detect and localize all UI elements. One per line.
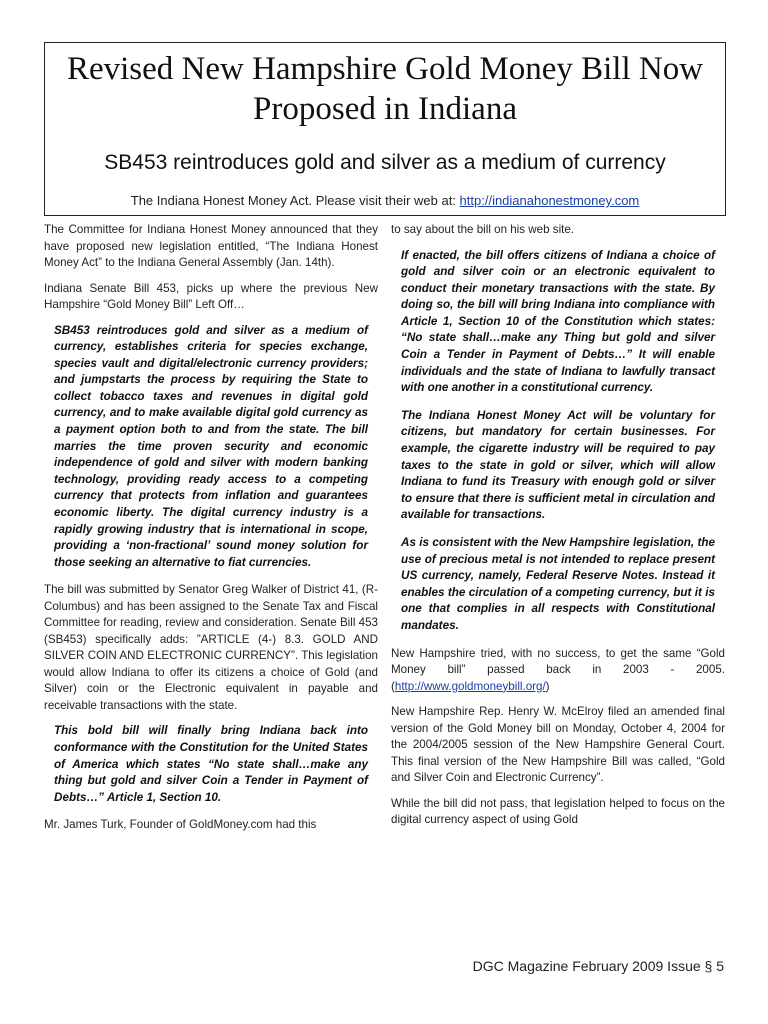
nh-text: New Hampshire tried, with no success, to get the same “Gold Money bill” passed back in 2003 - 2005. (: [391, 646, 725, 693]
turk-continuation: to say about the bill on his web site.: [391, 223, 575, 236]
header-box: [44, 42, 726, 216]
new-hampshire-paragraph: [391, 646, 725, 696]
intro-paragraph: The Committee for Indiana Honest Money announced that they have proposed new legislation entitled, “The Indiana Honest Money Act” to the Indiana General Assembly (Jan. 14th).: [44, 223, 378, 269]
indiana-honest-money-link[interactable]: http://indianahonestmoney.com: [459, 193, 640, 208]
page-footer: DGC Magazine February 2009 Issue § 5: [472, 958, 724, 974]
nh-end: ): [545, 679, 550, 693]
bill-submission-paragraph: The bill was submitted by Senator Greg Walker of District 41, (R-Columbus) and has been assigned to the Senate Tax and Fiscal Committee for reading, review and consideration. Senate Bill 453 (SB453) specifically adds: ”ARTICLE (4-) 8.3. GOLD AND SILVER COIN AND ELECTRONIC CURRENCY”. This legislation would allow Indiana to offer its citizens a choice of Gold (and Silver) coin or the Electronic equivalent in payable and receivable transactions with the state.: [44, 583, 378, 712]
mcelroy-paragraph: New Hampshire Rep. Henry W. McElroy filed an amended final version of the Gold Money bill on Monday, October 4, 2004 for the 2004/2005 session of the New Hampshire General Court. This final version of the New Hampshire Bill was called, “Gold and Silver Coin and Electronic Currency”.: [391, 705, 725, 785]
visit-line: [45, 193, 725, 208]
goldmoneybill-link[interactable]: http://www.goldmoneybill.org/: [394, 679, 546, 693]
article-title: Revised New Hampshire Gold Money Bill Now Proposed in Indiana: [66, 51, 704, 127]
did-not-pass-paragraph: While the bill did not pass, that legislation helped to focus on the digital currency aspect of using Gold: [391, 796, 725, 827]
right-column: [391, 222, 725, 838]
left-column: [44, 222, 378, 843]
consistent-quote: As is consistent with the New Hampshire legislation, the use of precious metal is not intended to replace present US currency, namely, Federal Reserve Notes. Instead it enables the circulation of a competing currency, but it is one that complies in all respects with Constitutional mandates.: [401, 536, 715, 632]
james-turk-paragraph: Mr. James Turk, Founder of GoldMoney.com had this: [44, 818, 317, 832]
enacted-quote: If enacted, the bill offers citizens of Indiana a choice of gold and silver coin or an electronic equivalent to conduct their monetary transactions with the state. By doing so, the bill will bring Indiana into compliance with Article 1, Section 10 of the Constitution which states: “No state shall…make any Thing but gold and silver Coin a Tender in Payment of Debts…” It will enable individuals and the state of Indiana to lawfully transact with one another in a constitutional currency.: [401, 248, 715, 395]
visit-text: The Indiana Honest Money Act. Please visit their web at:: [130, 193, 460, 208]
sb453-quote: SB453 reintroduces gold and silver as a medium of currency, establishes criteria for species exchange, species vault and digital/electronic currency providers; and jumpstarts the process by requiring the State to collect tobacco taxes and revenues in digital gold currency, and to make available digital gold currency as a payment option both to and from the state. The bill marries the time proven security and economic independence of gold and silver with modern banking technology, providing ready access to a competing currency that protects from inflation and guarantees economic liberty. The digital currency industry is a rapidly growing industry that is international in scope, providing a ‘non-fractional’ sound money solution for those seeking an alternative to fiat currencies.: [54, 323, 368, 569]
voluntary-quote: The Indiana Honest Money Act will be voluntary for citizens, but mandatory for certain businesses. For example, the cigarette industry will be required to pay taxes to the state in gold or silver, which will allow Indiana to fund its Treasury with enough gold or silver to ensure that there is sufficient metal in circulation and available for transactions.: [401, 408, 715, 522]
senate-bill-paragraph: Indiana Senate Bill 453, picks up where the previous New Hampshire “Gold Money Bill” Left Off…: [44, 281, 378, 311]
article-subtitle: SB453 reintroduces gold and silver as a medium of currency: [104, 151, 666, 174]
constitution-quote: This bold bill will finally bring Indiana back into conformance with the Constitution for the United States of America which states “No state shall…make any thing but gold and silver Coin a Tender in Payment of Debts…” Article 1, Section 10.: [54, 724, 368, 804]
